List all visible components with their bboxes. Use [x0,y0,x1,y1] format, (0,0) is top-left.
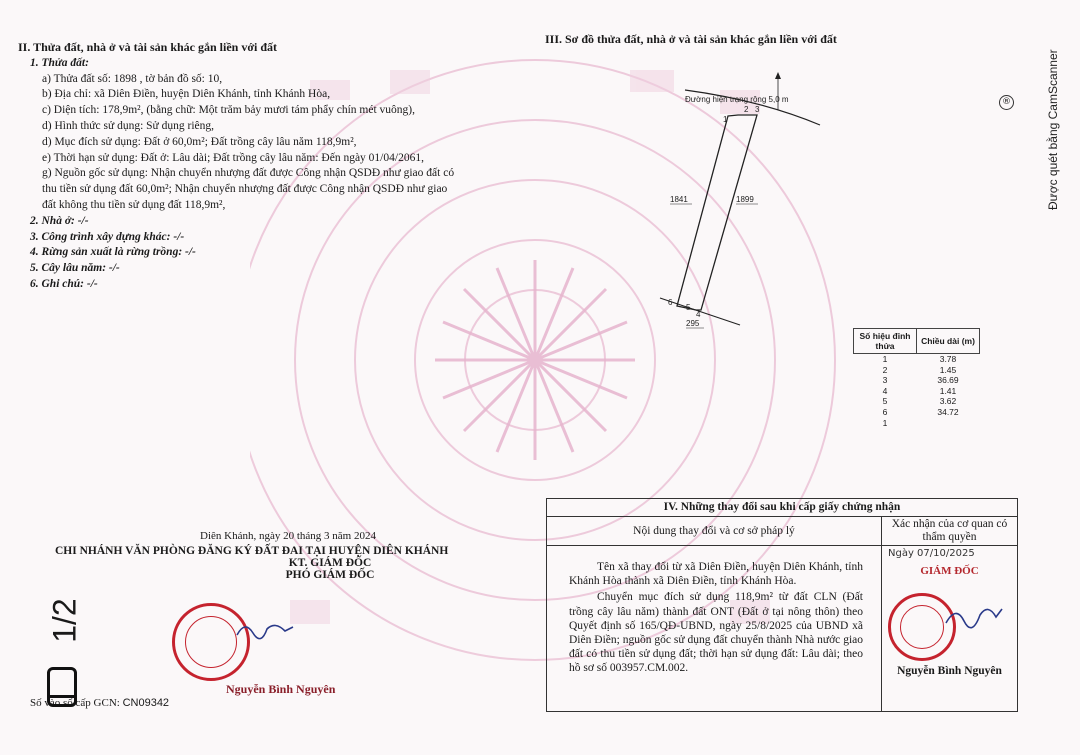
road-label: Đường hiện trạng rộng 5,0 m [685,95,789,104]
change-paragraph: Chuyển mục đích sử dụng 118,9m² từ đất CLN (Đất trồng cây lâu năm) thành đất ONT (Đất ở tại nông thôn) theo Quyết định số 165/QĐ-UBND, ngày 25/8/2025 của UBND xã Diên Điền; nguồn gốc sử dụng đất chuyển thành Nhà nước giao đất có thu tiền sử dụng đất; thời hạn sử dụng đất: Lâu dài; theo hồ sơ số 003957.CM.002. [569,591,863,675]
confirmation-column [882,517,1017,711]
page-count: 1/2 [46,598,83,643]
changes-content-column [547,517,882,711]
section-title: II. Thửa đất, nhà ở và tài sản khác gắn liền với đất [18,40,278,54]
changes-title: IV. Những thay đổi sau khi cấp giấy chứng nhận [547,499,1017,517]
usage-origin-cont: thu tiền sử dụng đất 60,0m²; Nhận chuyển nhượng đất được Công nhận QSDĐ như giao [42,183,448,196]
change-paragraph: Tên xã thay đổi từ xã Diên Điền, huyện Diên Khánh, tỉnh Khánh Hòa thành xã Diên Điền, tỉnh Khánh Hòa. [569,561,863,588]
confirmation-signer: Nguyễn Bình Nguyên [897,665,1002,677]
table-row: 3 36.69 [882,375,959,386]
table-row: 4 1.41 [882,385,957,396]
section-land-info [18,40,518,293]
table-header: Số hiệu đỉnh thửa [854,329,917,354]
neighbor-left: 1841 [670,195,688,204]
confirmation-header: Xác nhận của cơ quan có thẩm quyền [882,517,1017,546]
vertex-label: 6 [668,298,673,307]
issue-date: Diên Khánh, ngày 20 tháng 3 năm 2024 [200,530,376,542]
vertex-label: 1 [723,115,728,124]
usage-origin: g) Nguồn gốc sử dụng: Nhận chuyển nhượng đất được Công nhận QSDĐ như giao đất có [42,167,455,180]
vertex-label: 5 [686,303,691,312]
page-indicator[interactable] [40,562,86,712]
scanner-watermark [1046,20,1066,210]
table-row: 5 3.62 [882,396,957,407]
table-row: 1 3.78 [882,354,957,364]
confirmation-title: GIÁM ĐỐC [920,565,979,577]
issuer-signature-block [55,530,480,581]
content-header: Nội dung thay đổi và cơ sở pháp lý [547,517,881,546]
forest-item: 4. Rừng sản xuất là rừng trồng: -/- [30,246,196,259]
edge-length-table [853,328,980,428]
table-row: 2 1.45 [882,364,957,375]
construction-item: 3. Công trình xây dựng khác: -/- [30,230,185,243]
parcel-outline [677,115,757,310]
table-row: 1 [882,417,888,428]
perennial-item: 5. Cây lâu năm: -/- [30,262,120,275]
phone-icon[interactable] [47,667,77,707]
house-item: 2. Nhà ở: -/- [30,214,89,227]
neighbor-right: 1899 [736,195,754,204]
deputy-director: PHÓ GIÁM ĐỐC [285,569,375,581]
table-row: 6 34.72 [882,406,959,417]
vertex-label: 2 [744,105,749,114]
address: b) Địa chỉ: xã Diên Điền, huyện Diên Khánh, tỉnh Khánh Hòa, [42,88,331,101]
parcel-number: a) Thửa đất số: 1898 , tờ bản đồ số: 10, [42,72,223,85]
serial-label: Số vào sổ cấp GCN: [30,697,120,709]
issuing-office: CHI NHÁNH VĂN PHÒNG ĐĂNG KÝ ĐẤT ĐAI TẠI HUYỆN DIÊN KHÁNH [55,545,449,557]
kt-director: KT. GIÁM ĐỐC [288,557,372,569]
signature-scribble-left [235,615,295,645]
usage-purpose: d) Mục đích sử dụng: Đất ở 60,0m²; Đất trồng cây lâu năm 118,9m², [42,135,357,148]
issuer-signer-name: Nguyễn Bình Nguyên [226,682,336,696]
usage-origin-cont: đất không thu tiền sử dụng đất 118,9m², [42,198,226,211]
neighbor-bottom: 295 [686,319,700,328]
usage-form: d) Hình thức sử dụng: Sử dụng riêng, [42,119,215,132]
registered-icon: ® [999,95,1014,110]
confirmation-date: Ngày 07/10/2025 [888,548,975,559]
usage-term: e) Thời hạn sử dụng: Đất ở: Lâu dài; Đất trồng cây lâu năm: Đến ngày 01/04/2061, [42,151,424,164]
note-item: 6. Ghi chú: -/- [30,277,98,290]
area: c) Diện tích: 178,9m², (bằng chữ: Một trăm bảy mươi tám phẩy chín mét vuông), [42,104,415,117]
scanner-text: Được quét bằng CamScanner [1046,49,1060,210]
changes-table [546,498,1018,712]
signature-scribble-right [944,599,1004,633]
vertex-label: 3 [755,105,760,114]
vertex-label: 4 [696,310,701,319]
serial-value: CN09342 [122,697,170,709]
parcel-heading: 1. Thửa đất: [30,56,89,69]
table-header: Chiều dài (m) [917,329,980,354]
section-sketch-title: III. Sơ đồ thửa đất, nhà ở và tài sản khác gắn liền với đất [545,32,837,46]
parcel-sketch [620,70,860,340]
